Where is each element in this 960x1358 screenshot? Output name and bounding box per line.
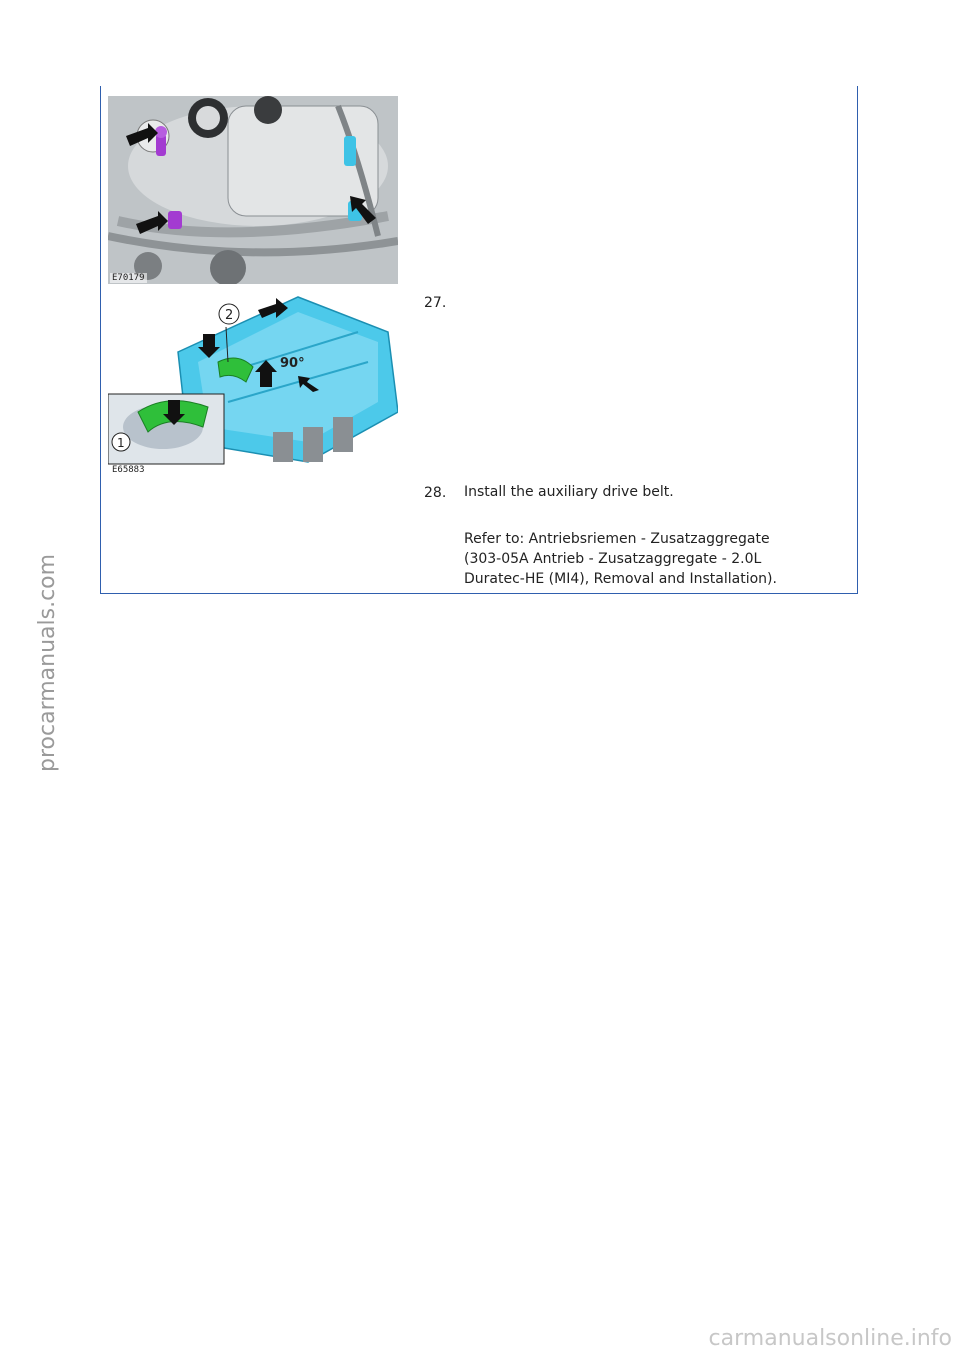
step-number: 27.: [424, 295, 447, 311]
watermark-bottom: carmanualsonline.info: [708, 1326, 952, 1351]
step-number: 28.: [424, 485, 447, 501]
figure-code: E70179: [112, 273, 145, 283]
reference-text: [464, 529, 844, 589]
cam-cover-illustration: [108, 292, 398, 476]
figure-code: E65883: [112, 465, 145, 475]
angle-label: 90°: [280, 356, 305, 371]
engine-figure-2: [108, 292, 398, 476]
reference-line: Duratec-HE (MI4), Removal and Installation).: [464, 571, 777, 587]
step-text: Install the auxiliary drive belt.: [464, 484, 674, 500]
callout-2-label: 2: [225, 308, 234, 323]
reference-line: Refer to: Antriebsriemen - Zusatzaggregate: [464, 531, 770, 547]
reference-line: (303-05A Antrieb - Zusatzaggregate - 2.0L: [464, 551, 762, 567]
watermark-left: [0, 0, 60, 1358]
engine-top-illustration: [108, 96, 398, 284]
callout-1-label: 1: [117, 436, 125, 450]
watermark-text: procarmanuals.com: [35, 553, 60, 772]
engine-figure-1: [108, 96, 398, 284]
